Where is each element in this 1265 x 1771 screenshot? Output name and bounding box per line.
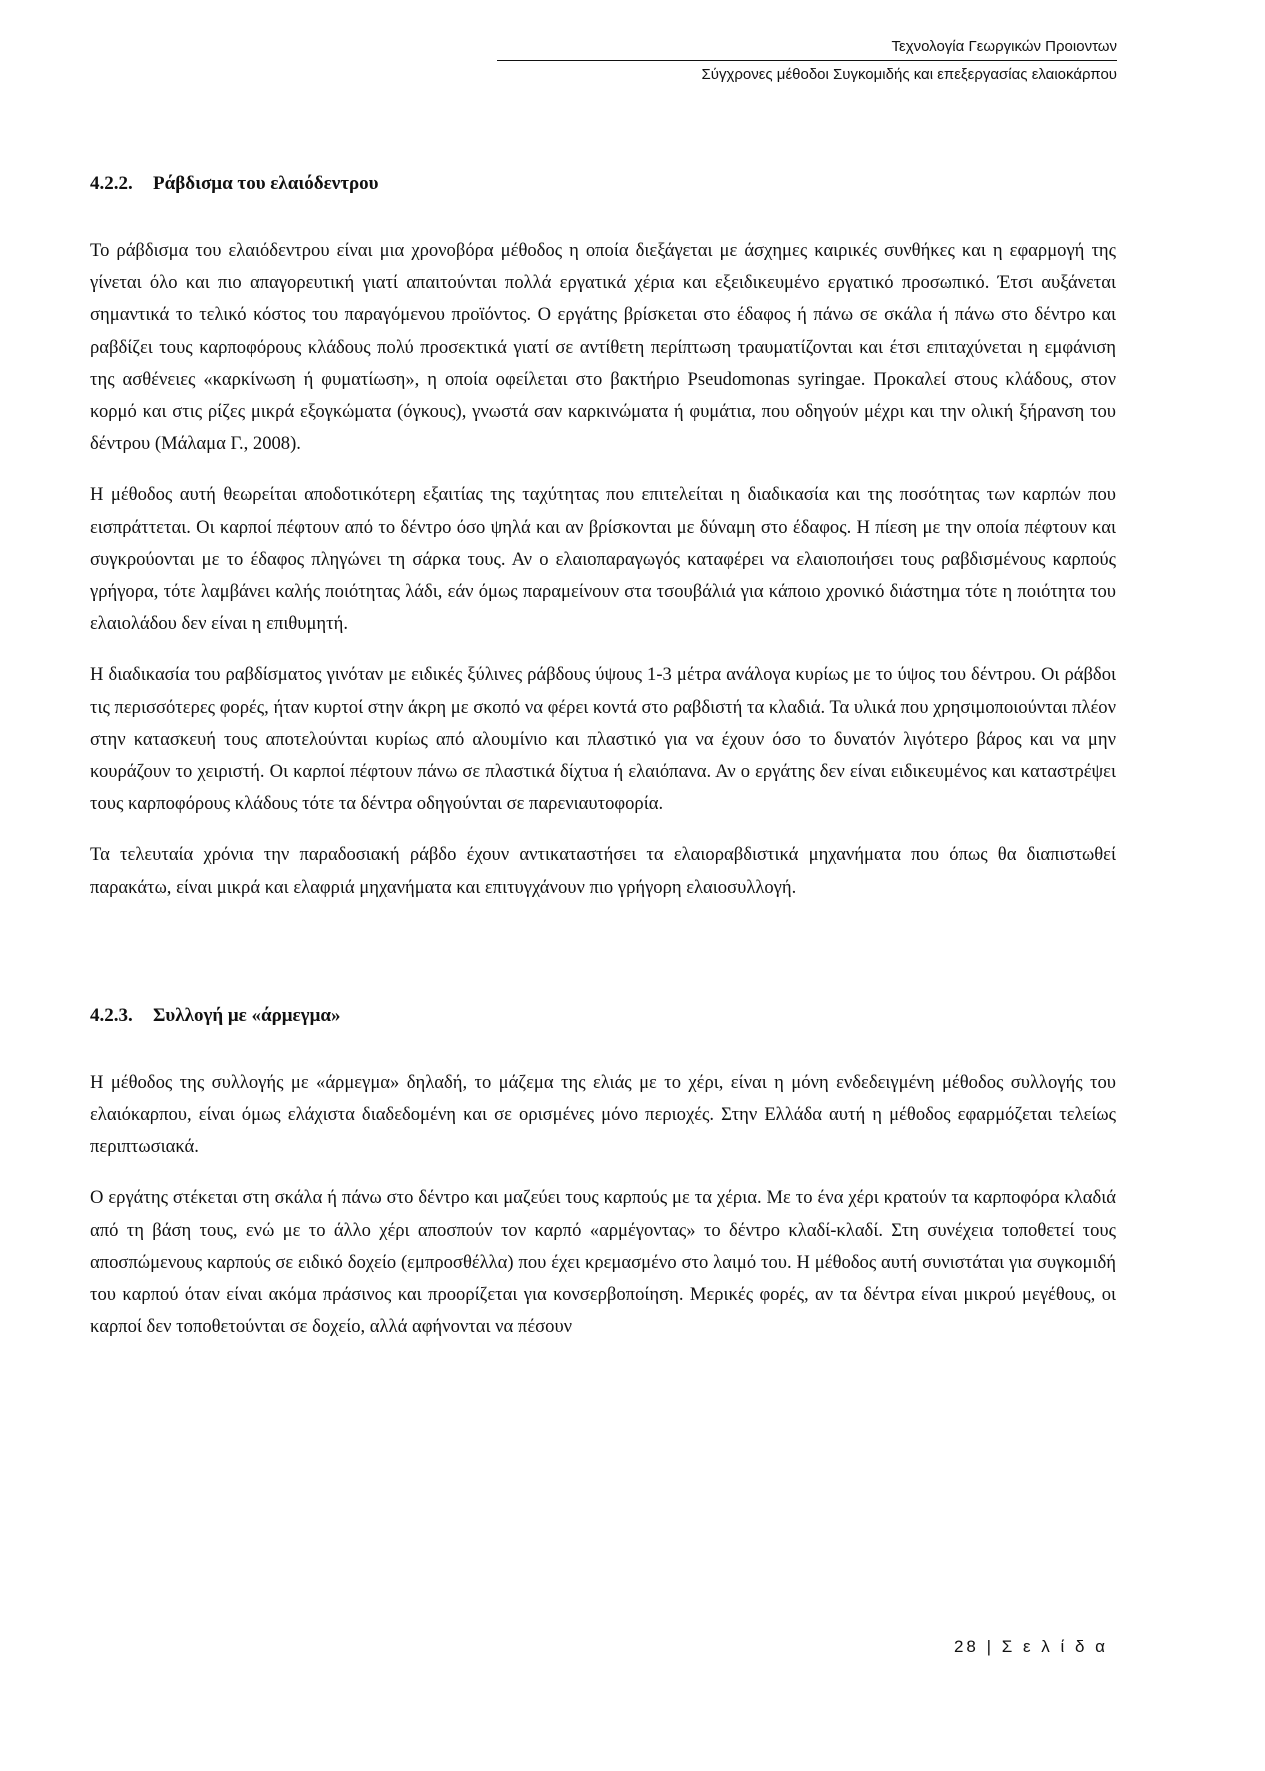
- section-number: 4.2.3.: [90, 1004, 133, 1026]
- main-content: [90, 168, 1116, 1343]
- header-line-2: Σύγχρονες μέθοδοι Συγκομιδής και επεξεργασίας ελαιοκάρπου: [701, 66, 1117, 83]
- section-number: 4.2.2.: [90, 173, 133, 194]
- paragraph: Η μέθοδος αυτή θεωρείται αποδοτικότερη εξαιτίας της ταχύτητας που επιτελείται η διαδικασία και της ποσότητας των καρπών που εισπράττεται. Οι καρποί πέφτουν από το δέντρο όσο ψηλά και αν βρίσκονται με δύναμη στο έδαφος. Η πίεση με την οποία πέφτουν και συγκρούονται με το έδαφος πληγώνει τη σάρκα τους. Αν ο ελαιοπαραγωγός καταφέρει να ελαιοποιήσει τους ραβδισμένους καρπούς γρήγορα, τότε λαμβάνει καλής ποιότητας λάδι, εάν όμως παραμείνουν στα τσουβάλιά για κάποιο χρονικό διάστημα τότε η ποιότητα του ελαιολάδου δεν είναι η επιθυμητή.: [90, 484, 1116, 635]
- page-number: 28 | Σ ε λ ί δ α: [953, 1637, 1108, 1656]
- header-divider: [497, 60, 1117, 61]
- section-heading-armegma: [90, 1000, 1116, 1032]
- header-line-1: Τεχνολογία Γεωργικών Προιοντων: [891, 38, 1117, 55]
- paragraph: Η διαδικασία του ραβδίσματος γινόταν με ειδικές ξύλινες ράβδους ύψους 1-3 μέτρα ανάλογα κυρίως με το ύψος του δέντρου. Οι ράβδοι τις περισσότερες φορές, ήταν κυρτοί στην άκρη με σκοπό να φέρει κοντά στο ραβδιστή τα κλαδιά. Τα υλικά που χρησιμοποιούνται πλέον στην κατασκευή τους αποτελούνται κυρίως από αλουμίνιο και πλαστικό για να έχουν όσο το δυνατόν λιγότερο βάρος και να μην κουράζουν το χειριστή. Οι καρποί πέφτουν πάνω σε πλαστικά δίχτυα ή ελαιόπανα. Αν ο εργάτης δεν είναι ειδικευμένος και καταστρέψει τους καρποφόρους κλάδους τότε τα δέντρα οδηγούνται σε παρενιαυτοφορία.: [90, 664, 1116, 815]
- paragraph: Τα τελευταία χρόνια την παραδοσιακή ράβδο έχουν αντικαταστήσει τα ελαιοραβδιστικά μηχανήματα που όπως θα διαπιστωθεί παρακάτω, είναι μικρά και ελαφριά μηχανήματα και επιτυγχάνουν πιο γρήγορη ελαιοσυλλογή.: [90, 844, 1116, 898]
- section-heading-ravdisma: [90, 168, 1116, 200]
- paragraph: Το ράβδισμα του ελαιόδεντρου είναι μια χρονοβόρα μέθοδος η οποία διεξάγεται με άσχημες καιρικές συνθήκες και η εφαρμογή της γίνεται όλο και πιο απαγορευτική γιατί απαιτούνται πολλά εργατικά χέρια και εξειδικευμένο εργατικό προσωπικό. Έτσι αυξάνεται σημαντικά το τελικό κόστος του παραγόμενου προϊόντος. Ο εργάτης βρίσκεται στο έδαφος ή πάνω σε σκάλα ή πάνω στο δέντρο και ραβδίζει τους καρποφόρους κλάδους πολύ προσεκτικά γιατί σε αντίθετη περίπτωση τραυματίζονται και έτσι επιταχύνεται η εμφάνιση της ασθένειες «καρκίνωση ή φυματίωση», η οποία οφείλεται στο βακτήριο Pseudomonas syringae. Προκαλεί στους κλάδους, στον κορμό και στις ρίζες μικρά εξογκώματα (όγκους), γνωστά σαν καρκινώματα ή φυμάτια, που οδηγούν μέχρι και την ολική ξήρανση του δέντρου (Μάλαμα Γ., 2008).: [90, 240, 1116, 455]
- paragraph: Η μέθοδος της συλλογής με «άρμεγμα» δηλαδή, το μάζεμα της ελιάς με το χέρι, είναι η μόνη ενδεδειγμένη μέθοδος συλλογής του ελαιόκαρπου, είναι όμως ελάχιστα διαδεδομένη και σε ορισμένες μόνο περιοχές. Στην Ελλάδα αυτή η μέθοδος εφαρμόζεται τελείως περιπτωσιακά.: [90, 1071, 1116, 1158]
- paragraph: Ο εργάτης στέκεται στη σκάλα ή πάνω στο δέντρο και μαζεύει τους καρπούς με τα χέρια. Με το ένα χέρι κρατούν τα καρποφόρα κλαδιά από τη βάση τους, ενώ με το άλλο χέρι αποσπούν τον καρπό «αρμέγοντας» το δέντρο κλαδί-κλαδί. Στη συνέχεια τοποθετεί τους αποσπώμενους καρπούς σε ειδικό δοχείο (εμπροσθέλλα) που έχει κρεμασμένο στο λαιμό του. Η μέθοδος αυτή συνιστάται για συγκομιδή του καρπού όταν είναι ακόμα πράσινος και προορίζεται για κονσερβοποίηση. Μερικές φορές, αν τα δέντρα είναι μικρού μεγέθους, οι καρποί δεν τοποθετούνται σε δοχείο, αλλά αφήνονται να πέσουν: [90, 1187, 1116, 1338]
- section-title: Ράβδισμα του ελαιόδεντρου: [153, 173, 379, 194]
- section-title: Συλλογή με «άρμεγμα»: [153, 1004, 341, 1026]
- running-header: [497, 38, 1117, 84]
